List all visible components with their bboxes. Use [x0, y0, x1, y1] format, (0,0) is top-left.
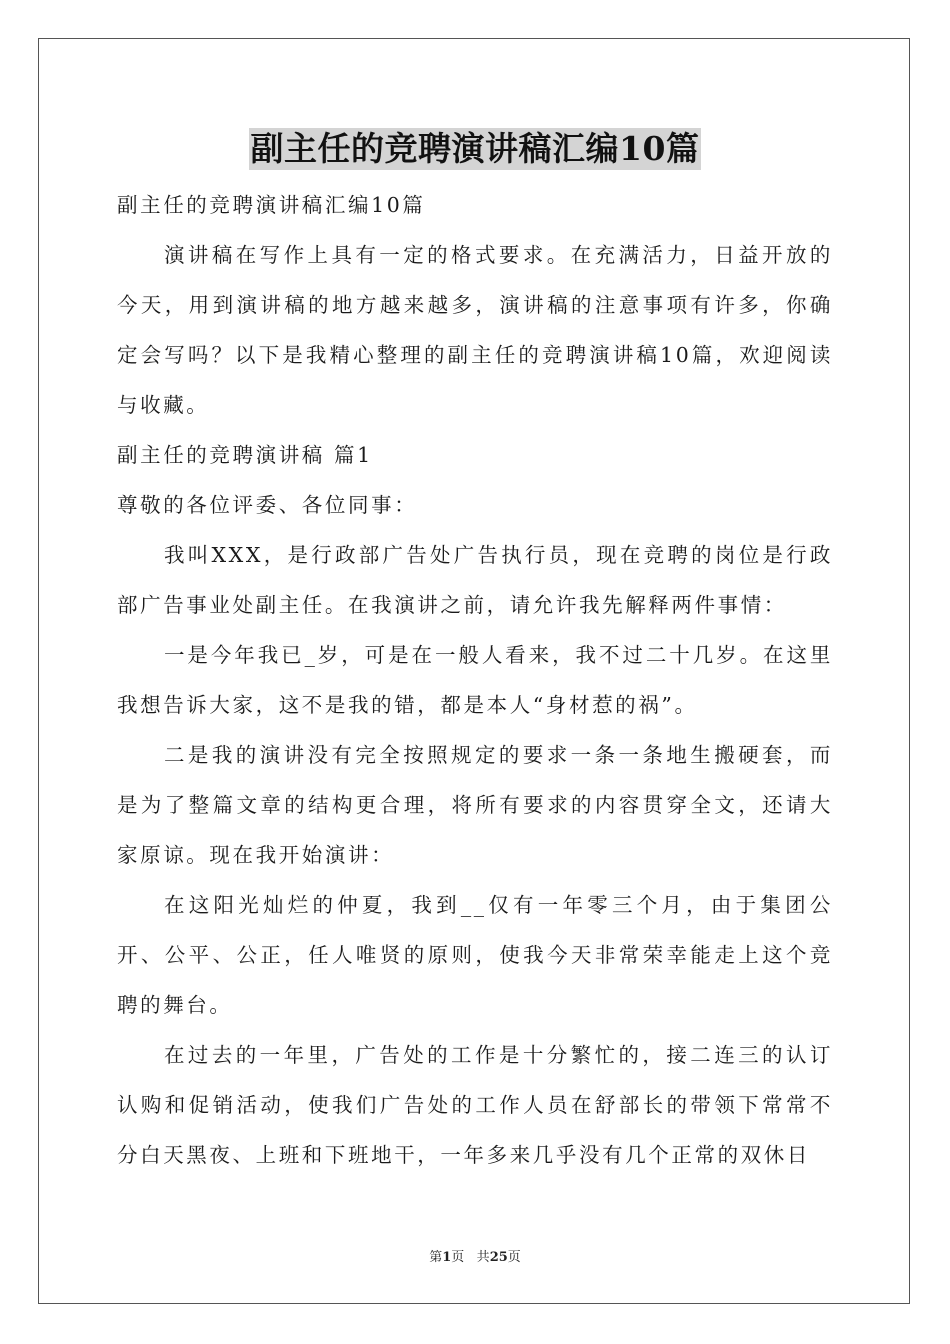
- document-title-text: 副主任的竞聘演讲稿汇编10篇: [250, 129, 700, 168]
- total-pages: 25: [489, 1250, 508, 1265]
- total-label-suffix: 页: [507, 1250, 521, 1265]
- paragraph-body: 在过去的一年里，广告处的工作是十分繁忙的，接二连三的认订认购和促销活动，使我们广告处的工作人员在舒部长的带领下常常不分白天黑夜、上班和下班地干，一年多来几乎没有几个正常的双休日: [117, 1043, 833, 1167]
- page-footer: [0, 1246, 950, 1265]
- page-label-prefix: 第: [429, 1250, 443, 1265]
- paragraph-intro: 演讲稿在写作上具有一定的格式要求。在充满活力，日益开放的今天，用到演讲稿的地方越来越多，演讲稿的注意事项有许多，你确定会写吗？以下是我精心整理的副主任的竞聘演讲稿10篇，欢迎阅读与收藏。: [117, 243, 833, 417]
- paragraph-subtitle: 副主任的竞聘演讲稿汇编10篇: [117, 193, 426, 217]
- paragraph-body: 我叫XXX，是行政部广告处广告执行员，现在竞聘的岗位是行政部广告事业处副主任。在我演讲之前，请允许我先解释两件事情：: [117, 543, 833, 617]
- page-number: 1: [442, 1250, 452, 1265]
- paragraph-salutation: 尊敬的各位评委、各位同事：: [117, 493, 418, 517]
- document-text: [117, 180, 833, 1180]
- page-label-suffix: 页: [451, 1250, 465, 1265]
- paragraph-body: 二是我的演讲没有完全按照规定的要求一条一条地生搬硬套，而是为了整篇文章的结构更合理，将所有要求的内容贯穿全文，还请大家原谅。现在我开始演讲：: [117, 743, 833, 867]
- paragraph-section-heading: 副主任的竞聘演讲稿 篇1: [117, 443, 373, 467]
- total-label-prefix: 共: [476, 1250, 490, 1265]
- paragraph-body: 一是今年我已_岁，可是在一般人看来，我不过二十几岁。在这里我想告诉大家，这不是我的错，都是本人“身材惹的祸”。: [117, 643, 833, 717]
- paragraph-body: 在这阳光灿烂的仲夏，我到__仅有一年零三个月，由于集团公开、公平、公正，任人唯贤的原则，使我今天非常荣幸能走上这个竞聘的舞台。: [117, 893, 833, 1017]
- document-title: [117, 128, 833, 170]
